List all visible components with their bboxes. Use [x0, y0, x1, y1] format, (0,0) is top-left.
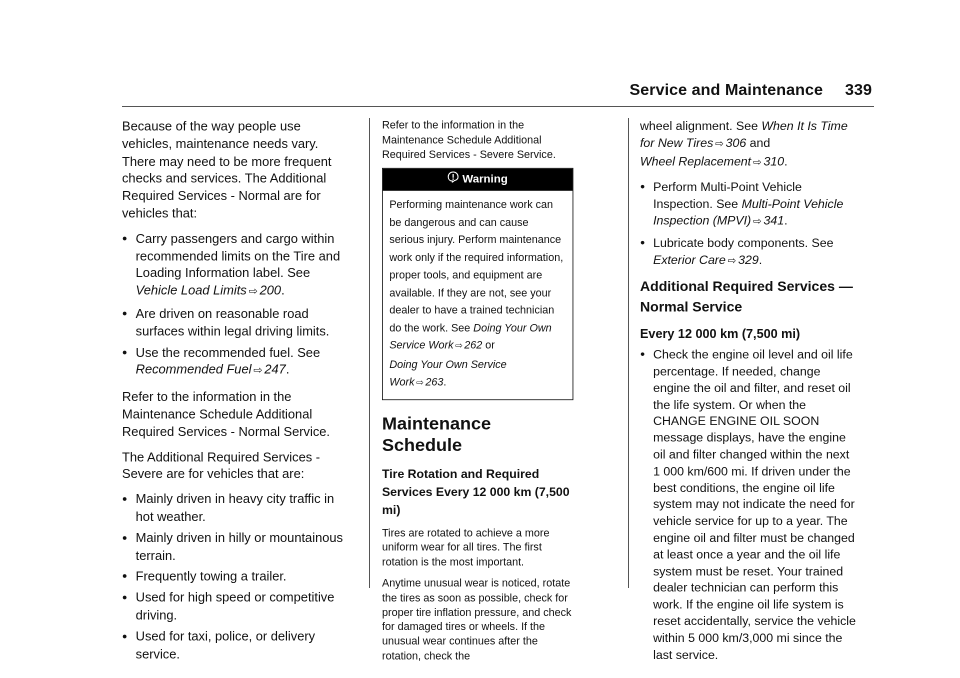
- page-reference-arrow-icon: ⇨: [253, 365, 263, 377]
- cross-reference-link[interactable]: Doing Your Own Service Work: [389, 321, 552, 352]
- column-divider-1: [369, 118, 370, 588]
- cross-reference-link[interactable]: Multi-Point Vehicle Inspection (MPVI): [653, 196, 844, 228]
- page-ref[interactable]: 263: [425, 375, 444, 389]
- page-reference-arrow-icon: ⇨: [416, 378, 424, 389]
- severe-intro-paragraph: The Additional Required Services - Severe are for vehicles that are:: [122, 449, 321, 482]
- page-reference-arrow-icon: ⇨: [753, 216, 762, 228]
- cross-reference-link[interactable]: Doing Your Own Service Work: [389, 358, 507, 389]
- section-title-normal-service: Additional Required Services — Normal Service: [640, 279, 853, 316]
- list-item: ● Use the recommended fuel. See Recommended Fuel ⇨ 247.: [122, 344, 350, 381]
- page-reference-arrow-icon: ⇨: [248, 285, 258, 298]
- page-ref[interactable]: 329: [738, 252, 759, 267]
- page-reference-arrow-icon: ⇨: [715, 138, 724, 150]
- page-ref[interactable]: 310: [763, 154, 785, 169]
- interval-title: Every 12 000 km (7,500 mi): [640, 326, 801, 342]
- list-item: ● Used for high speed or competitive driving.: [122, 589, 350, 624]
- list-item: ● Lubricate body components. See Exterior Care ⇨ 329.: [640, 235, 859, 270]
- subsection-title: Tire Rotation and Required Services Every 12 000 km (7,500 mi): [382, 466, 570, 517]
- list-item: ● Mainly driven in hilly or mountainous terrain.: [122, 529, 350, 564]
- cross-reference-link[interactable]: When It Is Time for New Tires: [640, 118, 848, 150]
- unusual-wear-paragraph: Anytime unusual wear is noticed, rotate the tires as soon as possible, check for proper tire inflation pressure, and check for damaged tires or wheels. If the unusual wear continues after the rotation, check the: [382, 576, 572, 662]
- warning-exclamation-icon: [448, 171, 459, 186]
- warning-body: Performing maintenance work can be dangerous and can cause serious injury. Perform maintenance work only if the required information, proper tools, and equipment are available. If they are not, see your dealer to have a trained technician do the work. See Doing Your Own Service Work ⇨ 262 or Doing Your Own Service Work ⇨ 263.: [389, 198, 564, 389]
- column-3: [640, 118, 859, 670]
- normal-service-list: [640, 346, 859, 662]
- page-reference-arrow-icon: ⇨: [727, 255, 737, 267]
- column-1: [122, 118, 350, 670]
- warning-header: [383, 169, 573, 191]
- section-title: Maintenance Schedule: [382, 412, 491, 455]
- refer-severe-paragraph: Refer to the information in the Maintenance Schedule Additional Required Services - Severe Service.: [382, 118, 556, 161]
- refer-normal-paragraph: Refer to the information in the Maintenance Schedule Additional Required Services - Normal Service.: [122, 389, 331, 439]
- column-2: [382, 118, 573, 670]
- list-item: ● Mainly driven in heavy city traffic in hot weather.: [122, 491, 350, 526]
- section-name: Service and Maintenance: [629, 82, 823, 99]
- page-ref[interactable]: 306: [725, 135, 747, 150]
- intro-paragraph: Because of the way people use vehicles, maintenance needs vary. There may need to be more frequent checks and services. The Additional Required Services - Normal are for vehicles that:: [122, 118, 332, 221]
- page-ref[interactable]: 341: [763, 213, 785, 228]
- page-number: 339: [845, 82, 872, 99]
- list-item: ● Frequently towing a trailer.: [122, 568, 350, 585]
- list-item: ● Are driven on reasonable road surfaces within legal driving limits.: [122, 305, 350, 340]
- cross-reference-link[interactable]: Wheel Replacement: [640, 154, 752, 169]
- severe-conditions-list: [122, 491, 350, 663]
- cross-reference-link[interactable]: Exterior Care: [653, 252, 726, 267]
- page-ref[interactable]: 247: [264, 362, 286, 377]
- cross-reference-link[interactable]: Vehicle Load Limits: [135, 282, 247, 298]
- column-divider-2: [628, 118, 629, 588]
- list-item: ● Used for taxi, police, or delivery service.: [122, 628, 350, 663]
- page-reference-arrow-icon: ⇨: [752, 156, 762, 169]
- page-ref[interactable]: 200: [259, 282, 282, 298]
- list-item: ● Perform Multi-Point Vehicle Inspection. See Multi-Point Vehicle Inspection (MPVI) ⇨ 341.: [640, 179, 859, 231]
- warning-box: [382, 168, 573, 400]
- continued-paragraph: wheel alignment. See When It Is Time for New Tires ⇨ 306 and Wheel Replacement ⇨ 310.: [640, 118, 848, 169]
- warning-title: Warning: [462, 172, 508, 186]
- page-reference-arrow-icon: ⇨: [455, 341, 463, 352]
- list-item: ● Carry passengers and cargo within recommended limits on the Tire and Loading Information label. See Vehicle Load Limits ⇨ 200.: [122, 230, 350, 301]
- cross-reference-link[interactable]: Recommended Fuel: [135, 362, 252, 377]
- tire-rotation-paragraph: Tires are rotated to achieve a more uniform wear for all tires. The first rotation is the most important.: [382, 526, 550, 569]
- header-divider: [122, 106, 874, 107]
- inspection-list: [640, 179, 859, 270]
- list-item: ● Check the engine oil level and oil life percentage. If needed, change engine the oil and filter, and reset oil the life system. Or when the CHANGE ENGINE OIL SOON message displays, have the engine oil and filter changed within the next 1 000 km/600 mi. If driven under the best conditions, the engine oil life system may not indicate the need for vehicle service for up to a year. The engine oil and filter must be changed at least once a year and the oil life system must be reset. Your trained dealer technician can perform this work. If the engine oil life system is reset accidentally, service the vehicle within 5 000 km/3,000 mi since the last service.: [640, 346, 859, 662]
- normal-conditions-list: [122, 230, 350, 381]
- page-header: [630, 82, 873, 100]
- page-ref[interactable]: 262: [464, 338, 483, 352]
